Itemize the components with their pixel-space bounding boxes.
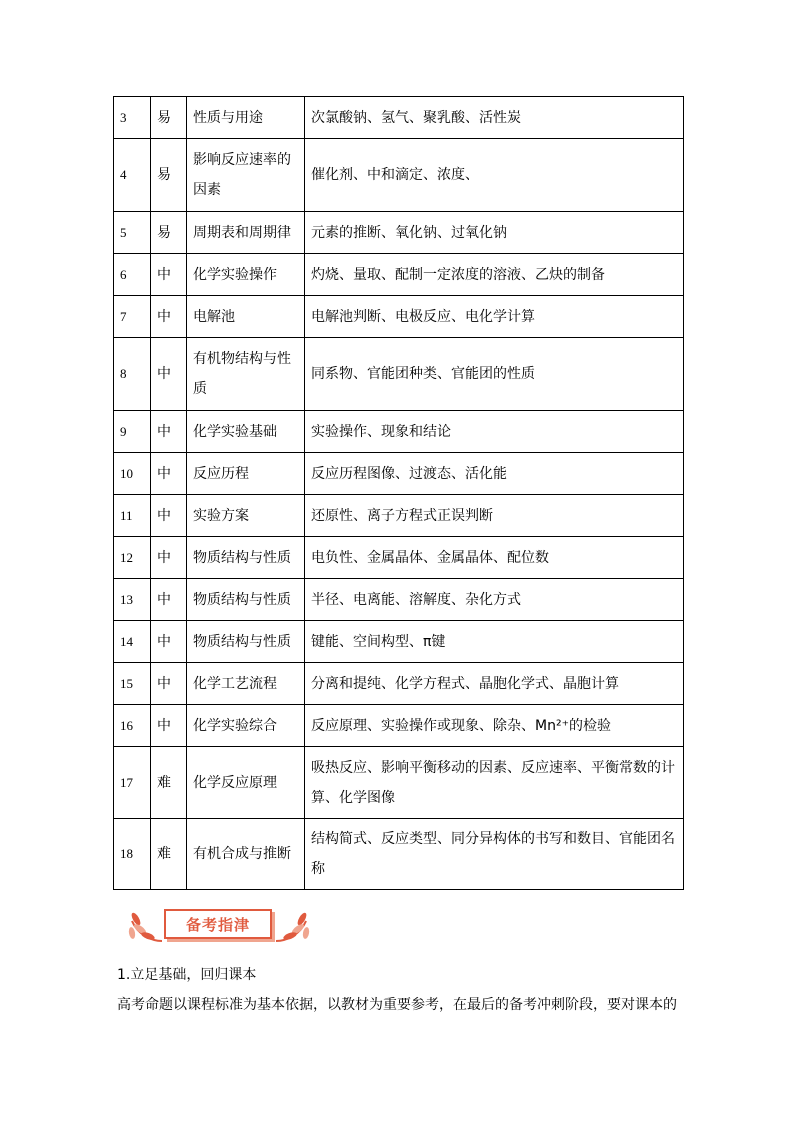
difficulty-cell: 易: [151, 139, 187, 212]
topic-cell: 物质结构与性质: [187, 579, 305, 621]
banner-title: 备考指津: [185, 915, 250, 934]
table-row: [114, 705, 684, 747]
content-cell: 同系物、官能团种类、官能团的性质: [305, 338, 684, 411]
table-row: [114, 537, 684, 579]
table-row: [114, 296, 684, 338]
question-number: 11: [114, 495, 151, 537]
content-cell: 结构简式、反应类型、同分异构体的书写和数目、官能团名称: [305, 819, 684, 890]
content-cell: 电解池判断、电极反应、电化学计算: [305, 296, 684, 338]
content-cell: 电负性、金属晶体、金属晶体、配位数: [305, 537, 684, 579]
question-number: 10: [114, 453, 151, 495]
table-row: [114, 411, 684, 453]
difficulty-cell: 易: [151, 97, 187, 139]
table-row: [114, 747, 684, 819]
question-number: 15: [114, 663, 151, 705]
topic-cell: 性质与用途: [187, 97, 305, 139]
content-cell: 实验操作、现象和结论: [305, 411, 684, 453]
difficulty-cell: 中: [151, 663, 187, 705]
exam-topic-table: [113, 96, 684, 890]
topic-cell: 电解池: [187, 296, 305, 338]
question-number: 17: [114, 747, 151, 819]
question-number: 9: [114, 411, 151, 453]
topic-cell: 反应历程: [187, 453, 305, 495]
topic-cell: 化学实验操作: [187, 254, 305, 296]
question-number: 3: [114, 97, 151, 139]
difficulty-cell: 中: [151, 453, 187, 495]
topic-cell: 化学实验基础: [187, 411, 305, 453]
difficulty-cell: 中: [151, 537, 187, 579]
laurel-right-icon: [272, 907, 312, 947]
difficulty-cell: 难: [151, 819, 187, 890]
content-cell: 次氯酸钠、氢气、聚乳酸、活性炭: [305, 97, 684, 139]
topic-cell: 有机物结构与性质: [187, 338, 305, 411]
content-cell: 反应原理、实验操作或现象、除杂、Mn²⁺的检验: [305, 705, 684, 747]
difficulty-cell: 难: [151, 747, 187, 819]
content-cell: 催化剂、中和滴定、浓度、: [305, 139, 684, 212]
difficulty-cell: 易: [151, 212, 187, 254]
table-row: [114, 338, 684, 411]
question-number: 5: [114, 212, 151, 254]
table-row: [114, 254, 684, 296]
difficulty-cell: 中: [151, 705, 187, 747]
laurel-left-icon: [126, 907, 166, 947]
table-row: [114, 495, 684, 537]
content-cell: 键能、空间构型、π键: [305, 621, 684, 663]
difficulty-cell: 中: [151, 254, 187, 296]
question-number: 14: [114, 621, 151, 663]
topic-cell: 周期表和周期律: [187, 212, 305, 254]
table-row: [114, 621, 684, 663]
topic-cell: 化学实验综合: [187, 705, 305, 747]
difficulty-cell: 中: [151, 621, 187, 663]
topic-cell: 化学工艺流程: [187, 663, 305, 705]
topic-cell: 有机合成与推断: [187, 819, 305, 890]
table-row: [114, 212, 684, 254]
question-number: 7: [114, 296, 151, 338]
question-number: 13: [114, 579, 151, 621]
content-cell: 半径、电离能、溶解度、杂化方式: [305, 579, 684, 621]
difficulty-cell: 中: [151, 579, 187, 621]
section-heading: 1.立足基础，回归课本: [117, 967, 257, 983]
question-number: 18: [114, 819, 151, 890]
difficulty-cell: 中: [151, 338, 187, 411]
question-number: 16: [114, 705, 151, 747]
content-cell: 分离和提纯、化学方程式、晶胞化学式、晶胞计算: [305, 663, 684, 705]
topic-cell: 实验方案: [187, 495, 305, 537]
topic-cell: 物质结构与性质: [187, 621, 305, 663]
difficulty-cell: 中: [151, 296, 187, 338]
content-cell: 灼烧、量取、配制一定浓度的溶液、乙炔的制备: [305, 254, 684, 296]
banner-title-box: [164, 909, 272, 939]
table-row: [114, 453, 684, 495]
content-cell: 吸热反应、影响平衡移动的因素、反应速率、平衡常数的计算、化学图像: [305, 747, 684, 819]
table-row: [114, 663, 684, 705]
question-number: 4: [114, 139, 151, 212]
table-row: [114, 819, 684, 890]
table-row: [114, 139, 684, 212]
difficulty-cell: 中: [151, 495, 187, 537]
topic-cell: 化学反应原理: [187, 747, 305, 819]
content-cell: 元素的推断、氧化钠、过氧化钠: [305, 212, 684, 254]
body-paragraph: 高考命题以课程标准为基本依据，以教材为重要参考，在最后的备考冲刺阶段，要对课本的: [117, 997, 677, 1013]
topic-cell: 影响反应速率的因素: [187, 139, 305, 212]
content-cell: 还原性、离子方程式正误判断: [305, 495, 684, 537]
topic-cell: 物质结构与性质: [187, 537, 305, 579]
section-banner: [126, 905, 312, 949]
content-cell: 反应历程图像、过渡态、活化能: [305, 453, 684, 495]
difficulty-cell: 中: [151, 411, 187, 453]
table-row: [114, 579, 684, 621]
question-number: 6: [114, 254, 151, 296]
question-number: 12: [114, 537, 151, 579]
table-row: [114, 97, 684, 139]
question-number: 8: [114, 338, 151, 411]
